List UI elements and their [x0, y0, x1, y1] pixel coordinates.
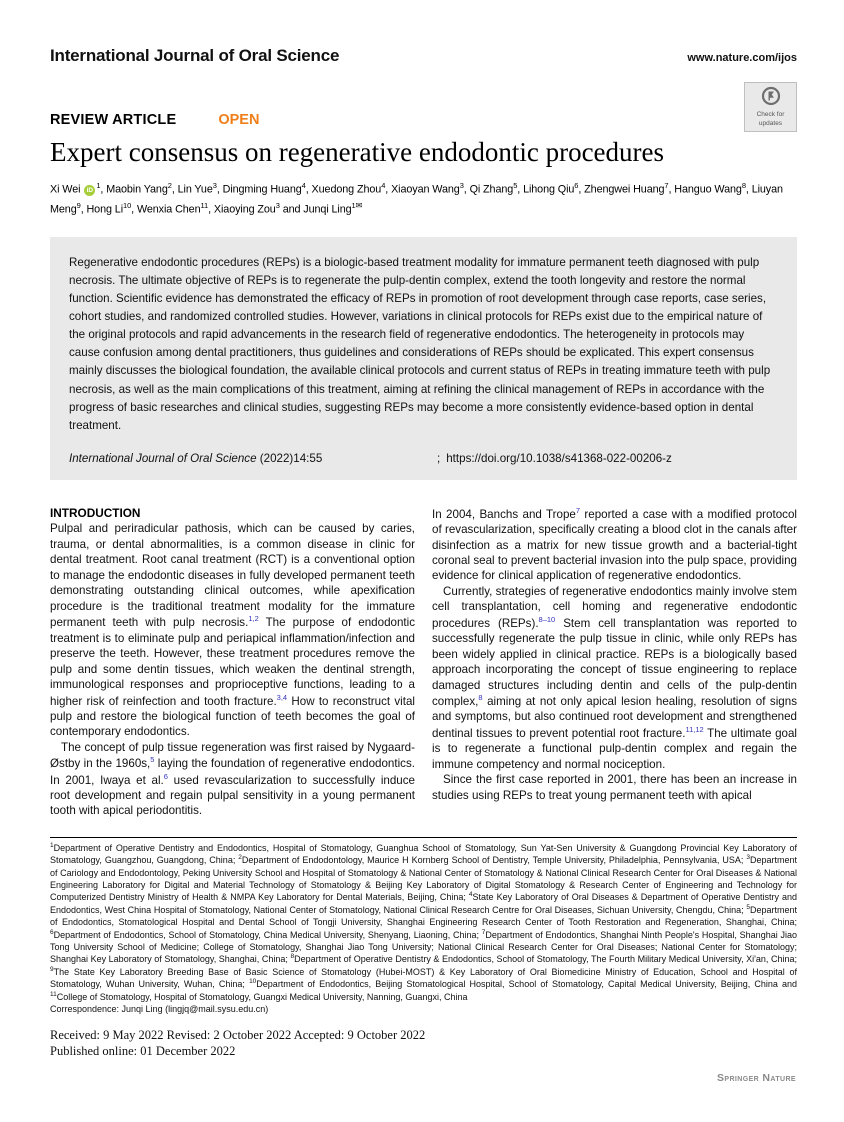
intro-paragraph: [432, 584, 797, 772]
superscript-ref: 11: [200, 201, 209, 211]
intro-paragraph: [50, 740, 415, 819]
superscript-ref: 3: [212, 181, 217, 190]
superscript-ref: 3: [275, 201, 280, 211]
text-run: Since the first case reported in 2001, there has been an increase in studies using REPs to treat young permanent teeth with apical: [432, 773, 797, 802]
published-line: Published online: 01 December 2022: [50, 1044, 236, 1059]
abstract-text: Regenerative endodontic procedures (REPs) is a biologic-based treatment modality for immature permanent teeth diagnosed with pulp necrosis. The ultimate objective of REPs is to regenerate the pulp-dentin complex, extend the tooth longevity and restore the normal function. Scientific evidence has demonstrated the efficacy of REPs in promotion of root development through case reports, case series, cohort studies, and randomized controlled studies. However, variations in clinical protocols for REPs exist due to the empirical nature of the original protocols and rapid advancements in the research field of regenerative endodontics. The heterogeneity in protocols may cause confusion among dental practitioners, thus guidelines and considerations of REPs should be explicated. This expert consensus mainly discusses the biological foundation, the available clinical protocols and current status of REPs in treating immature teeth with pulp necrosis, as well as the main complications of this treatment, aiming at refining the clinical management of REPs in accordance with the progress of basic researches and clinical studies, suggesting REPs may become a more consistently evidence-based option in dental treatment.: [69, 255, 771, 432]
publisher-logo: Springer Nature: [717, 1072, 796, 1084]
introduction-heading: INTRODUCTION: [50, 505, 141, 520]
superscript-ref: 8–10: [538, 614, 556, 624]
superscript-ref: 2: [238, 854, 242, 862]
text-run: , Liuyan Meng: [50, 183, 783, 217]
text-run: Department of Endodontics, School of Stomatology, China Medical University, Shenyang, Liaoning, China;: [53, 929, 482, 940]
journal-name: International Journal of Oral Science: [50, 46, 340, 65]
orcid-icon: iD: [84, 185, 95, 196]
article-dates: [50, 1028, 797, 1059]
text-run: The purpose of endodontic treatment is to eliminate pulp and periapical inflammation/infection and preserve the teeth. However, these treatment procedures remove the pulp and some dentin tissues, which weaken the dentinal strength, immunological responses and proprioceptive functions, leading to a higher risk of reinfection and tooth fracture.: [50, 616, 416, 708]
intro-left-column: [50, 506, 415, 837]
superscript-ref: 4: [468, 891, 473, 899]
text-run: , Maobin Yang: [100, 183, 168, 196]
superscript-ref: 6: [50, 928, 54, 936]
text-run: Pulpal and periradicular pathosis, which can be caused by caries, trauma, or dental abnormalities, is a common disease in clinic for dental treatment. Root canal treatment (RCT) is a conventional option to manage the endodontic diseases in fully developed permanent teeth demonstrating outstanding clinical outcomes, while apexification procedure is the traditional treatment modality for the immature permanent teeth with pulp necrosis.: [50, 522, 415, 630]
author-list: [50, 179, 797, 220]
text-run: , Xiaoying Zou: [208, 204, 276, 217]
intro-paragraph: [50, 521, 415, 739]
citation-journal: International Journal of Oral Science: [69, 451, 257, 465]
footnote-divider: [50, 837, 797, 838]
superscript-ref: 3: [746, 854, 750, 862]
text-run: , Xiaoyan Wang: [385, 183, 460, 196]
article-type-row: [50, 112, 797, 128]
text-run: How to reconstruct vital pulp and restore the biological function of teeth becomes the goal of contemporary endodontics.: [50, 694, 415, 739]
text-run: Xi Wei: [50, 183, 84, 196]
superscript-ref: 1: [351, 201, 356, 211]
text-run: Department of Cariology and Endodontology, Peking University School and Hospital of Stomatology & National Center of Stomatology & National Clinical Research Center for Oral Diseases & National Engineering Laboratory for Digital and Material Technology of Stomatology & Beijing Key Laboratory of Digital Stomatology & Research Center of Engineering and Technology for Computerized Dentistry Ministry of Health & NMPA Key Laboratory for Dental Materials, Beijing, China;: [50, 855, 797, 903]
text-run: The State Key Laboratory Breeding Base of Basic Science of Stomatology (Hubei-MOST) & Key Laboratory of Oral Biomedicine Ministry of Education, School and Hospital of Stomatology, Wuhan University, Wuhan, China;: [50, 966, 797, 990]
text-run: Currently, strategies of regenerative endodontics mainly involve stem cell transplantation, cell homing and regenerative endodontic procedures (REPs).: [432, 584, 797, 630]
superscript-ref: 5: [513, 181, 518, 190]
text-run: aiming at not only apical lesion healing, resolution of signs and symptoms, but also continued root development and strengthened dentinal tissues to prevent potential root fracture.: [432, 694, 797, 740]
correspondence-line: Correspondence: Junqi Ling (lingjq@mail.sysu.edu.cn): [50, 1004, 269, 1015]
text-run: Department of Endodontics, Beijing Stomatological Hospital, School of Stomatology, Capital Medical University, Beijing, China and: [256, 979, 797, 990]
superscript-ref: 9: [76, 201, 81, 211]
intro-columns: [50, 506, 797, 837]
text-run: , Wenxia Chen: [131, 204, 201, 217]
superscript-ref: 5: [150, 755, 155, 765]
superscript-ref: 1: [96, 181, 101, 190]
text-run: reported a case with a modified protocol of revascularization, specifically creating a blood clot in the canals after disinfection as a matrix for new tissue growth and a bacterial-tight coronal seal to prevent bacterial invasion into the pulp space, providing evidence for clinical application of regenerative endodontics.: [432, 507, 797, 583]
superscript-ref: 4: [381, 181, 386, 190]
superscript-ref: 1,2: [248, 614, 259, 624]
doi-link[interactable]: https://doi.org/10.1038/s41368-022-00206-z: [446, 451, 672, 465]
superscript-ref: 7: [575, 505, 581, 515]
citation-volume: (2022)14:55: [256, 451, 323, 465]
superscript-ref: 3: [459, 181, 464, 190]
text-run: Department of Operative Dentistry and Endodontics, Hospital of Stomatology, Guanghua School of Stomatology, Sun Yat-Sen University & Guangdong Provincial Key Laboratory of Stomatology, Guangzhou, Guangdong, China;: [50, 842, 797, 866]
superscript-ref: 8: [290, 953, 295, 961]
superscript-ref: 2: [167, 181, 172, 190]
text-run: , Xuedong Zhou: [305, 183, 382, 196]
superscript-ref: 6: [574, 181, 579, 190]
text-run: , Dingming Huang: [216, 183, 302, 196]
text-run: Department of Operative Dentistry & Endodontics, School of Stomatology, The Fourth Military Medical University, Xi'an, China;: [294, 954, 797, 965]
open-access-label: OPEN: [218, 112, 260, 128]
text-run: , Qi Zhang: [463, 183, 514, 196]
text-run: State Key Laboratory of Oral Diseases & Department of Operative Dentistry and Endodontics, West China Hospital of Stomatology, National Center of Stomatology, National Clinical Research Centre for Oral Diseases, Sichuan University, Chengdu, China;: [50, 892, 797, 915]
text-run: Stem cell transplantation was reported to successfully regenerate the pulp tissue in clinic, while only REPs has been widely applied in clinical practice. REPs is a biologically based approach incorporating the concept of tissue engineering to replace damaged structures including dentin and cells of the pulp-dentin complex,: [432, 616, 797, 708]
text-run: The concept of pulp tissue regeneration was first raised by Nygaard-Østby in the 1960s,: [50, 740, 415, 771]
text-run: Department of Endodontics, Stomatological Hospital and Dental School of Tongji University, Shanghai Engineering Research Center of Tooth Restoration and Regeneration, Shanghai, China;: [50, 904, 797, 928]
article-type-label: REVIEW ARTICLE: [50, 112, 177, 128]
superscript-ref: 4: [301, 181, 306, 190]
text-run: Department of Endodontology, Maurice H Kornberg School of Dentistry, Temple University, Philadelphia, Pennsylvania, USA;: [241, 855, 747, 866]
citation-reference: [69, 452, 437, 465]
affiliations-text: [50, 842, 797, 1003]
superscript-ref: 8: [478, 693, 483, 703]
intro-right-column: [432, 506, 797, 837]
text-run: The ultimate goal is to regenerate a functional pulp-dentin complex and regain the immune competency and normal nociception.: [432, 726, 797, 771]
citation-row: [69, 452, 778, 465]
text-run: , Lin Yue: [171, 183, 213, 196]
text-run: College of Stomatology, Hospital of Stomatology, Guangxi Medical University, Nanning, Guangxi, China: [56, 991, 468, 1002]
superscript-ref: 7: [664, 181, 669, 190]
intro-paragraph: [432, 506, 797, 584]
text-run: , Lihong Qiu: [517, 183, 575, 196]
superscript-ref: 1: [50, 841, 54, 849]
text-run: used revascularization to successfully induce root development and regain pulpal sensitivity in a young permanent tooth with apical periodontitis.: [50, 773, 415, 818]
article-title: Expert consensus on regenerative endodontic procedures: [50, 137, 665, 167]
received-line: Received: 9 May 2022 Revised: 2 October 2022 Accepted: 9 October 2022: [50, 1028, 426, 1043]
email-icon: ✉: [355, 201, 363, 211]
text-run: Department of Endodontics, Shanghai Ninth People's Hospital, Shanghai Jiao Tong University School of Medicine; College of Stomatology, Shanghai Jiao Tong University; National Clinical Research Center for Oral Diseases; National Center for Stomatology; Shanghai Key Laboratory of Stomatology, Shanghai, China;: [50, 929, 797, 965]
journal-url-link[interactable]: www.nature.com/ijos: [687, 52, 797, 64]
abstract-box: [50, 237, 797, 480]
superscript-ref: 7: [481, 928, 486, 936]
text-run: , Zhengwei Huang: [578, 183, 665, 196]
citation-separator: ;: [437, 451, 441, 465]
superscript-ref: 6: [163, 771, 168, 781]
check-for-updates-icon: [761, 86, 781, 111]
page-header: [50, 46, 797, 66]
footnotes-block: [50, 842, 797, 1016]
superscript-ref: 10: [123, 201, 132, 211]
superscript-ref: 5: [746, 903, 750, 911]
text-run: , Hong Li: [80, 204, 124, 217]
superscript-ref: 10: [249, 978, 257, 986]
text-run: and Junqi Ling: [279, 204, 352, 217]
check-for-updates-badge[interactable]: [744, 82, 797, 132]
text-run: laying the foundation of regenerative endodontics. In 2001, Iwaya et al.: [50, 757, 415, 787]
text-run: In 2004, Banchs and Trope: [432, 507, 576, 521]
superscript-ref: 11: [50, 990, 57, 998]
intro-paragraph: [432, 772, 797, 803]
superscript-ref: 3,4: [276, 692, 288, 702]
text-run: , Hanguo Wang: [668, 183, 742, 196]
superscript-ref: 11,12: [685, 724, 704, 734]
superscript-ref: 9: [50, 965, 54, 973]
badge-label-line1: Check for: [756, 111, 785, 119]
badge-label-line2: updates: [758, 119, 783, 127]
superscript-ref: 8: [741, 181, 746, 190]
